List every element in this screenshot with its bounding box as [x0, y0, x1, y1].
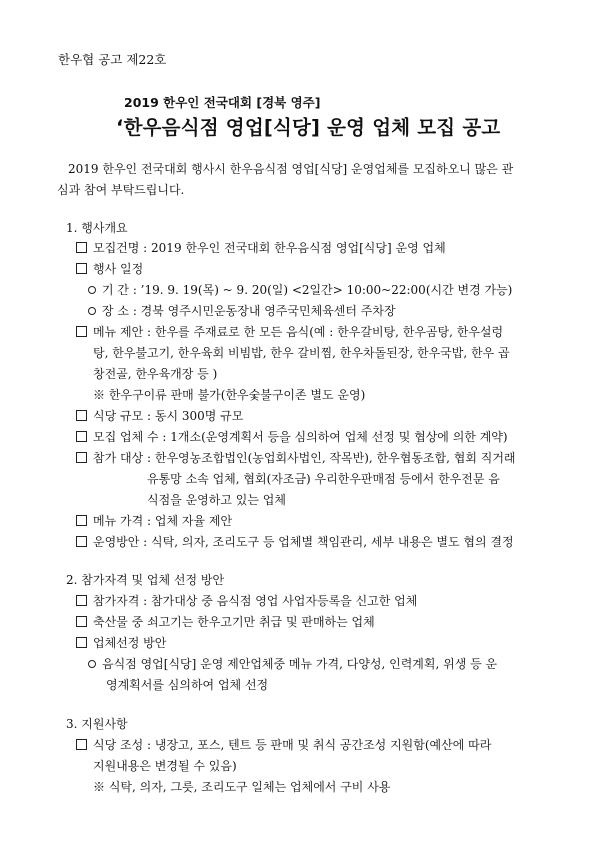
intro-line-2: 심과 참여 부탁드립니다. [57, 183, 185, 197]
selection-text: 업체선정 방안 [93, 636, 167, 650]
support-note: ※ 식탁, 의자, 그릇, 조리도구 일체는 업체에서 구비 사용 [93, 780, 391, 794]
circle-bullet-icon [88, 286, 96, 294]
event-name: 2019 한우인 전국대회 [경북 영주] [124, 95, 321, 110]
document-title: ‘한우음식점 영업[식당] 운영 업체 모집 공고 [116, 116, 501, 139]
count-text: 모집 업체 수 : 1개소(운영계획서 등을 심의하여 업체 선정 및 협상에 의한 계약) [93, 430, 508, 444]
selection-detail-line-1: 음식점 영업[식당] 운영 제안업체중 메뉴 가격, 다양성, 인력계획, 위생 등 운 [102, 657, 498, 671]
menu-offer-line-1: 메뉴 제안 : 한우를 주재료로 한 모든 음식(예 : 한우갈비탕, 한우곰탕, 한우설렁 [93, 325, 504, 339]
menu-offer-item [76, 323, 503, 340]
support-line-2: 지원내용은 변경될 수 있음) [93, 759, 237, 773]
checkbox-square-icon [76, 595, 87, 606]
checkbox-square-icon [76, 452, 87, 463]
checkbox-square-icon [76, 431, 87, 442]
period-text: 기 간 : ’19. 9. 19(목) ~ 9. 20(일) <2일간> 10:00~22:00(시간 변경 가능) [102, 283, 513, 297]
checkbox-square-icon [76, 536, 87, 547]
recruit-name-text: 모집건명 : 2019 한우인 전국대회 한우음식점 영업[식당] 운영 업체 [93, 241, 446, 255]
price-text: 메뉴 가격 : 업체 자율 제안 [93, 514, 233, 528]
qualification-text: 참가자격 : 참가대상 중 음식점 영업 사업자등록을 신고한 업체 [93, 594, 418, 608]
checkbox-square-icon [76, 637, 87, 648]
selection-detail-line-2: 영계획서를 심의하여 업체 선정 [106, 678, 269, 692]
circle-bullet-icon [88, 307, 96, 315]
qualification-item [76, 592, 417, 609]
schedule-item [76, 260, 143, 277]
circle-bullet-icon [88, 660, 96, 668]
section-2-heading: 2. 참가자격 및 업체 선정 방안 [66, 573, 225, 587]
checkbox-square-icon [76, 616, 87, 627]
support-item [76, 736, 491, 753]
checkbox-square-icon [76, 263, 87, 274]
scale-text: 식당 규모 : 동시 300명 규모 [93, 409, 244, 423]
eligibility-line-3: 식점을 운영하고 있는 업체 [147, 493, 286, 507]
checkbox-square-icon [76, 739, 87, 750]
section-1-heading: 1. 행사개요 [66, 221, 128, 235]
operation-text: 운영방안 : 식탁, 의자, 조리도구 등 업체별 책임관리, 세부 내용은 별도 협의 결정 [93, 535, 514, 549]
checkbox-square-icon [76, 242, 87, 253]
schedule-text: 행사 일정 [93, 262, 144, 276]
intro-line-1: 2019 한우인 전국대회 행사시 한우음식점 영업[식당] 운영업체를 모집하오니 많은 관 [68, 162, 514, 176]
checkbox-square-icon [76, 326, 87, 337]
selection-detail-item [88, 655, 497, 672]
scale-item [76, 407, 243, 424]
operation-item [76, 533, 514, 550]
eligibility-line-2: 유통망 소속 업체, 협회(자조금) 우리한우판매점 등에서 한우전문 음 [147, 472, 500, 486]
count-item [76, 428, 508, 445]
beef-only-text: 축산물 중 쇠고기는 한우고기만 취급 및 판매하는 업체 [93, 615, 375, 629]
support-line-1: 식당 조성 : 냉장고, 포스, 텐트 등 판매 및 취식 공간조성 지원함(예산에 따라 [93, 738, 492, 752]
eligibility-item [76, 449, 516, 466]
price-item [76, 512, 232, 529]
beef-only-item [76, 613, 375, 630]
menu-note: ※ 한우구이류 판매 불가(한우숯불구이존 별도 운영) [93, 388, 366, 402]
selection-item [76, 634, 166, 651]
recruit-name-item [76, 239, 446, 256]
menu-offer-line-3: 창전골, 한우육개장 등 ) [93, 367, 218, 381]
period-item [88, 281, 512, 298]
menu-offer-line-2: 탕, 한우불고기, 한우육회 비빔밥, 한우 갈비찜, 한우차돌된장, 한우국밥, 한우 곱 [93, 346, 510, 360]
checkbox-square-icon [76, 410, 87, 421]
section-3-heading: 3. 지원사항 [66, 717, 128, 731]
eligibility-line-1: 참가 대상 : 한우영농조합법인(농업회사법인, 작목반), 한우협동조합, 협회 직거래 [93, 451, 516, 465]
checkbox-square-icon [76, 515, 87, 526]
notice-number: 한우협 공고 제22호 [58, 52, 167, 67]
place-text: 장 소 : 경북 영주시민운동장내 영주국민체육센터 주차장 [102, 304, 396, 318]
place-item [88, 302, 396, 319]
